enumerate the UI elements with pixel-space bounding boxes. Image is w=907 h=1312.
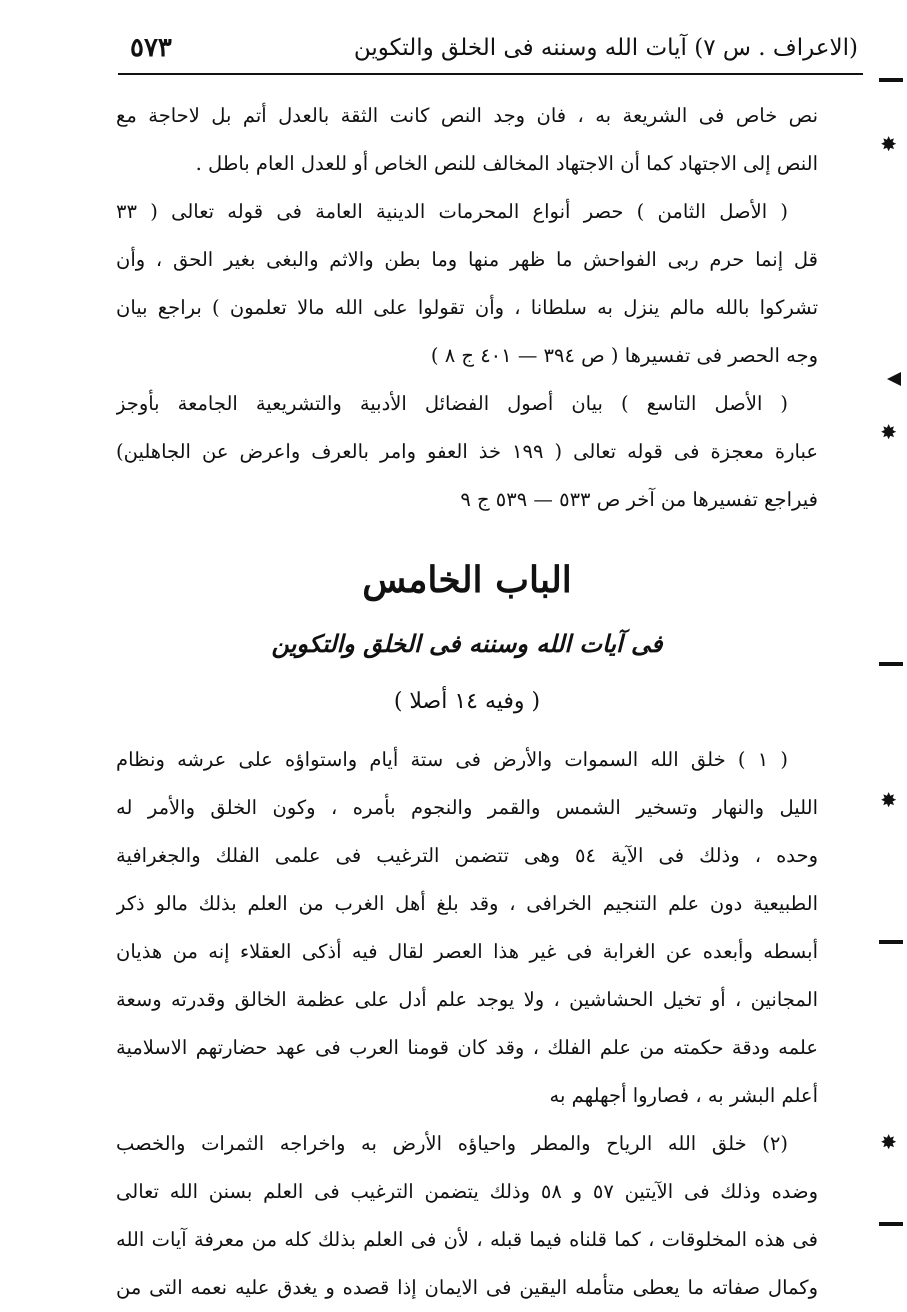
- page-number: ٥٧٣: [130, 33, 172, 63]
- text-line: عبارة معجزة فى قوله تعالى ( ١٩٩ خذ العفو وامر بالعرف واعرض عن الجاهلين): [116, 440, 818, 463]
- text-line: أعلم البشر به ، فصاروا أجهلهم به: [549, 1084, 818, 1107]
- margin-dash-mark: [879, 940, 903, 944]
- text-line: الليل والنهار وتسخير الشمس والقمر والنجوم بأمره ، وكون الخلق والأمر له: [116, 796, 818, 819]
- text-block-bottom: [116, 736, 818, 1312]
- margin-dash-mark: [879, 662, 903, 666]
- text-line: فيراجع تفسيرها من آخر ص ٥٣٣ — ٥٣٩ ج ٩: [460, 488, 818, 511]
- margin-star-mark: ✸: [880, 420, 897, 444]
- text-line: تشركوا بالله مالم ينزل به سلطانا ، وأن تقولوا على الله مالا تعلمون ) براجع بيان: [116, 296, 818, 319]
- text-line: قل إنما حرم ربى الفواحش ما ظهر منها وما بطن والاثم والبغى بغير الحق ، وأن: [116, 248, 818, 271]
- margin-triangle-mark: [887, 372, 901, 386]
- chapter-note: ( وفيه ١٤ أصلا ): [393, 689, 541, 714]
- text-line: نص خاص فى الشريعة به ، فان وجد النص كانت الثقة بالعدل أتم بل لاحاجة مع: [116, 104, 818, 127]
- text-line: ( الأصل التاسع ) بيان أصول الفضائل الأدبية والتشريعية الجامعة بأوجز: [116, 392, 788, 415]
- text-line: (٢) خلق الله الرياح والمطر واحياؤه الأرض به واخراجه الثمرات والخصب: [116, 1132, 788, 1155]
- text-line: علمه ودقة حكمته من علم الفلك ، وقد كان قومنا العرب فى عهد حضارتهم الاسلامية: [116, 1036, 818, 1059]
- text-block-top: [116, 92, 818, 524]
- text-line: وكمال صفاته ما يعطى متأمله اليقين فى الايمان إذا قصده و يغدق عليه نعمه التى من: [116, 1276, 818, 1299]
- text-line: ( ١ ) خلق الله السموات والأرض فى ستة أيام واستواؤه على عرشه ونظام: [116, 748, 788, 771]
- text-line: فى هذه المخلوقات ، كما قلناه فيما قبله ، لأن فى العلم بذلك كله من معرفة آيات الله: [116, 1228, 818, 1251]
- text-line: وضده وذلك فى الآيتين ٥٧ و ٥٨ وذلك يتضمن الترغيب فى العلم بسنن الله تعالى: [116, 1180, 818, 1203]
- chapter-subtitle: فى آيات الله وسننه فى الخلق والتكوين: [271, 629, 663, 658]
- running-header-title: (الاعراف . س ٧) آيات الله وسننه فى الخلق والتكوين: [353, 35, 858, 61]
- text-line: ( الأصل الثامن ) حصر أنواع المحرمات الدينية العامة فى قوله تعالى ( ٣٣: [116, 200, 788, 223]
- margin-star-mark: ✸: [880, 1130, 897, 1154]
- text-line: أبسطه وأبعده عن الغرابة فى غير هذا العصر لقال فيه أذكى العقلاء إنه من هذيان: [116, 940, 818, 963]
- header-rule: [118, 73, 863, 75]
- text-line: النص إلى الاجتهاد كما أن الاجتهاد المخالف للنص الخاص أو للعدل العام باطل .: [195, 152, 818, 175]
- text-line: الطبيعية دون علم التنجيم الخرافى ، وقد بلغ أهل الغرب من العلم بذلك مالو ذكر: [116, 892, 818, 915]
- margin-star-mark: ✸: [880, 788, 897, 812]
- margin-star-mark: ✸: [880, 132, 897, 156]
- margin-dash-mark: [879, 1222, 903, 1226]
- text-line: وجه الحصر فى تفسيرها ( ص ٣٩٤ — ٤٠١ ج ٨ ): [430, 344, 818, 367]
- text-line: وحده ، وذلك فى الآية ٥٤ وهى تتضمن الترغيب فى علمى الفلك والجغرافية: [116, 844, 818, 867]
- running-header: [118, 28, 858, 68]
- binding-margin: [877, 0, 907, 1307]
- chapter-heading: الباب الخامس: [362, 559, 572, 601]
- text-line: المجانين ، أو تخيل الحشاشين ، ولا يوجد علم أدل على عظمة الخالق وقدرته وسعة: [116, 988, 818, 1011]
- margin-dash-mark: [879, 78, 903, 82]
